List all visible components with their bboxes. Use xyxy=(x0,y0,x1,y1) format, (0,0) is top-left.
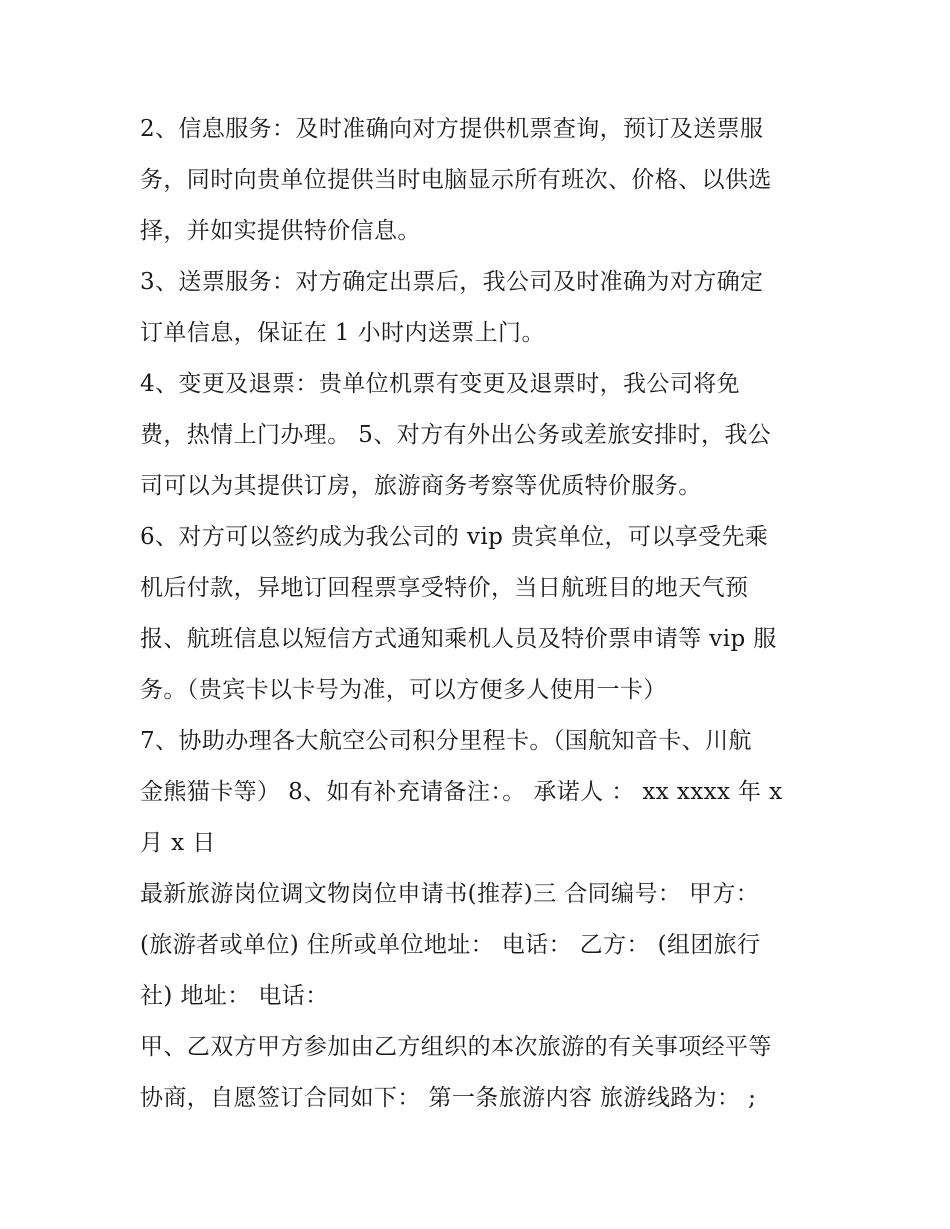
text-line-7: 费，热情上门办理。 5、对方有外出公务或差旅安排时，我公 xyxy=(140,422,772,448)
text-line-11: 报、航班信息以短信方式通知乘机人员及特价票申请等 vip 服 xyxy=(140,626,777,652)
text-line-9: 6、对方可以签约成为我公司的 vip 贵宾单位，可以享受先乘 xyxy=(140,524,769,550)
text-line-16: 最新旅游岗位调文物岗位申请书(推荐)三 合同编号： 甲方： xyxy=(140,881,760,907)
text-line-13: 7、协助办理各大航空公司积分里程卡。（国航知音卡、川航 xyxy=(140,728,752,754)
text-line-10: 机后付款，异地订回程票享受特价，当日航班目的地天气预 xyxy=(140,575,749,601)
text-line-20: 协商，自愿签订合同如下： 第一条旅游内容 旅游线路为： ; xyxy=(140,1085,757,1111)
text-line-15: 月 x 日 xyxy=(140,830,216,856)
text-line-18: 社) 地址： 电话： xyxy=(140,983,329,1009)
text-line-3: 择，并如实提供特价信息。 xyxy=(140,218,421,244)
text-line-5: 订单信息，保证在 1 小时内送票上门。 xyxy=(140,320,545,346)
text-line-4: 3、送票服务：对方确定出票后，我公司及时准确为对方确定 xyxy=(140,269,764,295)
text-line-2: 务，同时向贵单位提供当时电脑显示所有班次、价格、以供选 xyxy=(140,167,772,193)
text-line-17: (旅游者或单位) 住所或单位地址： 电话： 乙方： (组团旅行 xyxy=(140,932,761,958)
text-line-19: 甲、乙双方甲方参加由乙方组织的本次旅游的有关事项经平等 xyxy=(140,1034,772,1060)
text-line-1: 2、信息服务：及时准确向对方提供机票查询，预订及送票服 xyxy=(140,116,764,142)
text-line-12: 务。（贵宾卡以卡号为准，可以方便多人使用一卡） xyxy=(140,677,667,703)
text-line-14: 金熊猫卡等） 8、如有补充请备注：。 承诺人 ： xx xxxx 年 x xyxy=(140,779,783,805)
document-body xyxy=(140,104,820,1124)
text-line-8: 司可以为其提供订房，旅游商务考察等优质特价服务。 xyxy=(140,473,702,499)
text-line-6: 4、变更及退票：贵单位机票有变更及退票时，我公司将免 xyxy=(140,371,741,397)
